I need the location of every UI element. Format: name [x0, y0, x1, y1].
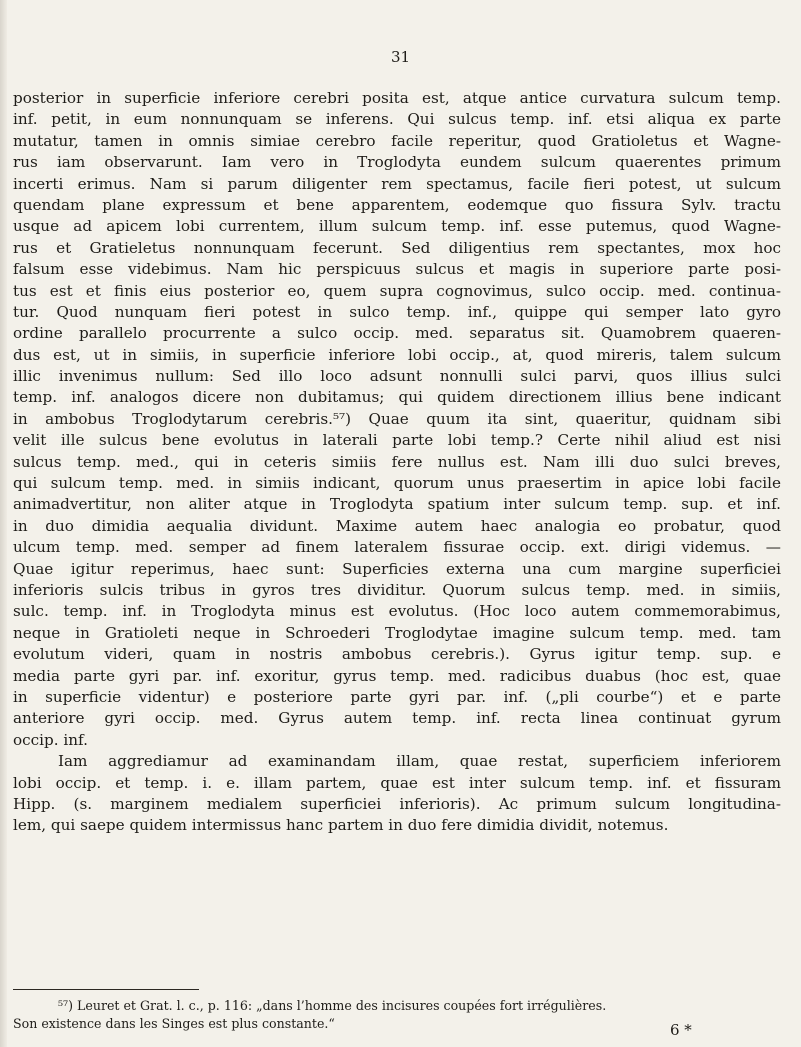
text-line: falsum esse videbimus. Nam hic perspicuus sulcus et magis in superiore parte posi-: [13, 260, 781, 279]
text-line: posterior in superficie inferiore cerebri posita est, atque antice curvatura sulcum temp.: [13, 89, 781, 107]
text-line: incerti erimus. Nam si parum diligenter rem spectamus, facile fieri potest, ut sulcum: [13, 174, 781, 193]
text-line: media parte gyri par. inf. exoritur, gyrus temp. med. radicibus duabus (hoc est, quae: [13, 666, 781, 685]
text-line: sulcus temp. med., qui in ceteris simiis fere nullus est. Nam illi duo sulci breves,: [13, 452, 781, 471]
footnote-rule: [13, 989, 199, 990]
text-line: occip. inf.: [13, 730, 88, 749]
footnote-line: Son existence dans les Singes est plus constante.“: [13, 1016, 335, 1031]
text-line: inf. petit, in eum nonnunquam se inferens. Qui sulcus temp. inf. etsi aliqua ex parte: [13, 110, 781, 129]
text-line: Iam aggrediamur ad examinandam illam, quae restat, superficiem inferiorem: [58, 752, 781, 771]
text-line: ordine parallelo procurrente a sulco occip. med. separatus sit. Quamobrem quaeren-: [13, 324, 781, 343]
footnote: [13, 997, 779, 1033]
text-line: mutatur, tamen in omnis simiae cerebro facile reperitur, quod Gratioletus et Wagne-: [13, 131, 781, 150]
text-line: rus iam observarunt. Iam vero in Troglodyta eundem sulcum quaerentes primum: [13, 153, 781, 172]
text-line: in ambobus Troglodytarum cerebris.⁵⁷) Quae quum ita sint, quaeritur, quidnam sibi: [13, 409, 781, 428]
text-line: lobi occip. et temp. i. e. illam partem, quae est inter sulcum temp. inf. et fissuram: [13, 773, 781, 792]
text-line: tus est et finis eius posterior eo, quem supra cognovimus, sulco occip. med. continua-: [13, 281, 781, 300]
text-line: Quae igitur reperimus, haec sunt: Superficies externa una cum margine superficiei: [13, 559, 781, 578]
text-line: usque ad apicem lobi currentem, illum sulcum temp. inf. esse putemus, quod Wagne-: [13, 217, 781, 236]
signature-mark: 6 *: [670, 1021, 692, 1039]
text-line: velit ille sulcus bene evolutus in laterali parte lobi temp.? Certe nihil aliud est nisi: [13, 431, 781, 450]
text-line: dus est, ut in simiis, in superficie inferiore lobi occip., at, quod mireris, talem sulcum: [13, 345, 781, 364]
text-line: evolutum videri, quam in nostris ambobus cerebris.). Gyrus igitur temp. sup. e: [13, 645, 781, 664]
text-line: lem, qui saepe quidem intermissus hanc partem in duo fere dimidia dividit, notemus.: [13, 816, 669, 835]
text-line: sulc. temp. inf. in Troglodyta minus est evolutus. (Hoc loco autem commemorabimus,: [13, 602, 781, 621]
text-line: neque in Gratioleti neque in Schroederi Troglodytae imagine sulcum temp. med. tam: [13, 623, 781, 642]
text-line: animadvertitur, non aliter atque in Troglodyta spatium inter sulcum temp. sup. et inf.: [13, 495, 781, 514]
text-line: anteriore gyri occip. med. Gyrus autem temp. inf. recta linea continuat gyrum: [13, 709, 781, 728]
body-text: [13, 88, 781, 837]
text-line: Hipp. (s. marginem medialem superficiei inferioris). Ac primum sulcum longitudina-: [13, 794, 781, 813]
text-line: qui sulcum temp. med. in simiis indicant, quorum unus praesertim in apice lobi facile: [13, 474, 781, 493]
text-line: illic invenimus nullum: Sed illo loco adsunt nonnulli sulci parvi, quos illius sulci: [13, 367, 781, 386]
text-line: quendam plane expressum et bene apparentem, eodemque quo fissura Sylv. tractu: [13, 195, 781, 214]
page-number: 31: [390, 48, 411, 66]
text-line: in superficie videntur) e posteriore parte gyri par. inf. („pli courbe“) et e parte: [13, 687, 781, 706]
text-line: inferioris sulcis tribus in gyros tres dividitur. Quorum sulcus temp. med. in simiis,: [13, 580, 781, 599]
text-line: ulcum temp. med. semper ad finem lateralem fissurae occip. ext. dirigi videmus. —: [13, 538, 781, 557]
page-left-edge: [0, 0, 7, 1047]
footnote-line: ⁵⁷) Leuret et Grat. l. c., p. 116: „dans l’homme des incisures coupées fort irrégulières.: [58, 998, 607, 1013]
text-line: tur. Quod nunquam fieri potest in sulco temp. inf., quippe qui semper lato gyro: [13, 302, 781, 321]
text-line: temp. inf. analogos dicere non dubitamus; qui quidem directionem illius bene indicant: [13, 388, 781, 407]
text-line: in duo dimidia aequalia dividunt. Maxime autem haec analogia eo probatur, quod: [13, 516, 781, 535]
text-line: rus et Gratieletus nonnunquam fecerunt. Sed diligentius rem spectantes, mox hoc: [13, 238, 781, 257]
